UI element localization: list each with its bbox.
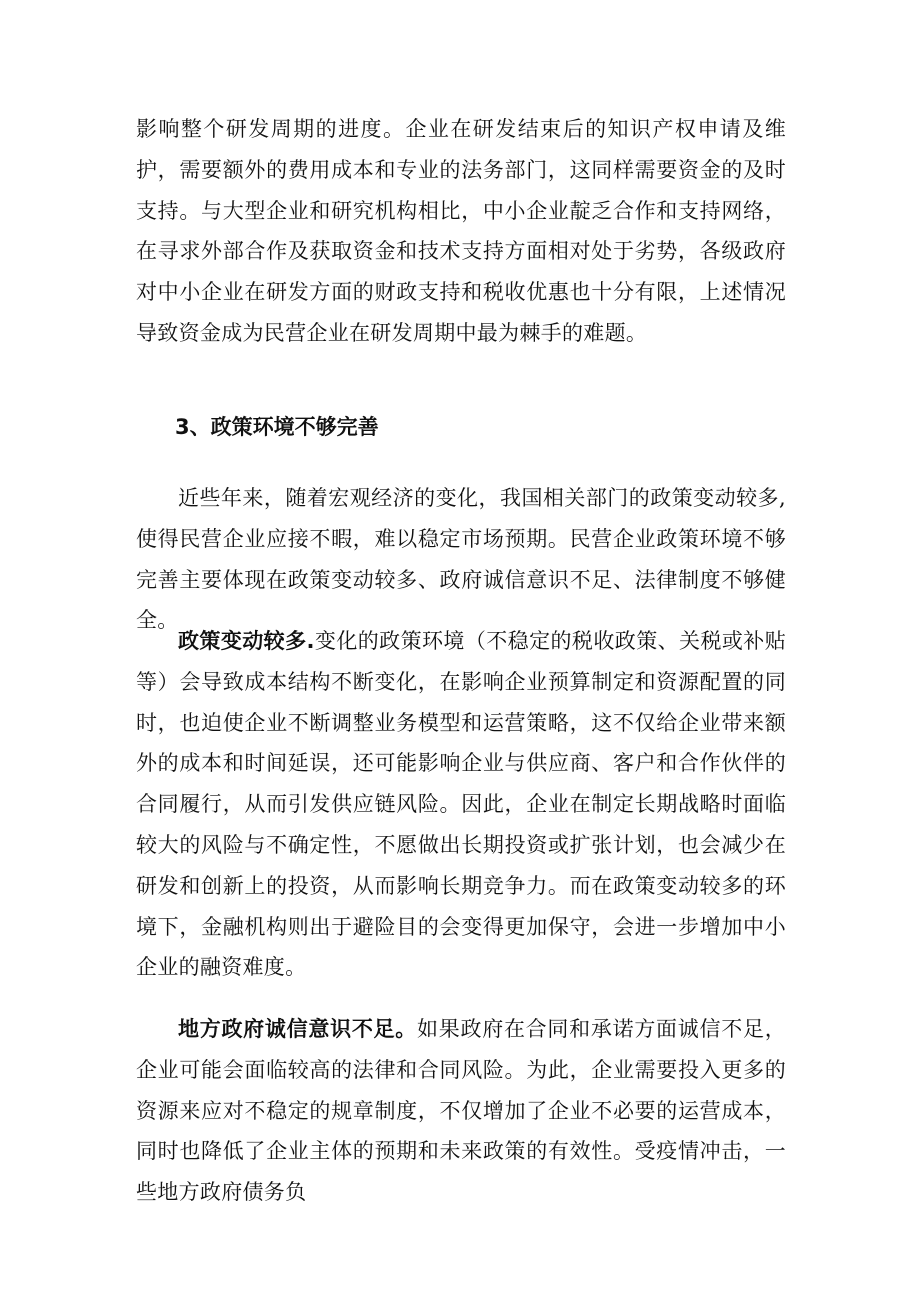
paragraph-body-government-integrity: 如果政府在合同和承诺方面诚信不足，企业可能会面临较高的法律和合同风险。为此，企业需要投入更多的资源来应对不稳定的规章制度，不仅增加了企业不必要的运营成本，同时也降低了企业主体的预期和未来政策的有效性。受疫情冲击，一些地方政府债务负	[136, 1017, 786, 1205]
section-heading-policy-environment: 3、政策环境不够完善	[175, 415, 379, 439]
paragraph-policy-changes	[136, 621, 786, 988]
paragraph-body-policy-changes: 变化的政策环境（不稳定的税收政策、关税或补贴等）会导致成本结构不断变化，在影响企业预算制定和资源配置的同时，也迫使企业不断调整业务模型和运营策略，这不仅给企业带来额外的成本和时间延误，还可能影响企业与供应商、客户和合作伙伴的合同履行，从而引发供应链风险。因此，企业在制定长期战略时面临较大的风险与不确定性，不愿做出长期投资或扩张计划，也会减少在研发和创新上的投资，从而影响长期竞争力。而在政策变动较多的环境下，金融机构则出于避险目的会变得更加保守，会进一步增加中小企业的融资难度。	[136, 629, 786, 980]
paragraph-policy-intro: 近些年来，随着宏观经济的变化，我国相关部门的政策变动较多,使得民营企业应接不暇，难以稳定市场预期。民营企业政策环境不够完善主要体现在政策变动较多、政府诚信意识不足、法律制度不够健全。	[136, 486, 786, 633]
paragraph-funding-difficulty: 影响整个研发周期的进度。企业在研发结束后的知识产权申请及维护，需要额外的费用成本和专业的法务部门，这同样需要资金的及时支持。与大型企业和研究机构相比，中小企业靛乏合作和支持网络，在寻求外部合作及获取资金和技术支持方面相对处于劣势，各级政府对中小企业在研发方面的财政支持和税收优惠也十分有限，上述情况导致资金成为民营企业在研发周期中最为棘手的难题。	[136, 117, 786, 345]
paragraph-government-integrity	[136, 1009, 786, 1213]
paragraph-lead-policy-changes: 政策变动较多.	[178, 629, 315, 653]
paragraph-lead-government-integrity: 地方政府诚信意识不足。	[178, 1017, 418, 1041]
